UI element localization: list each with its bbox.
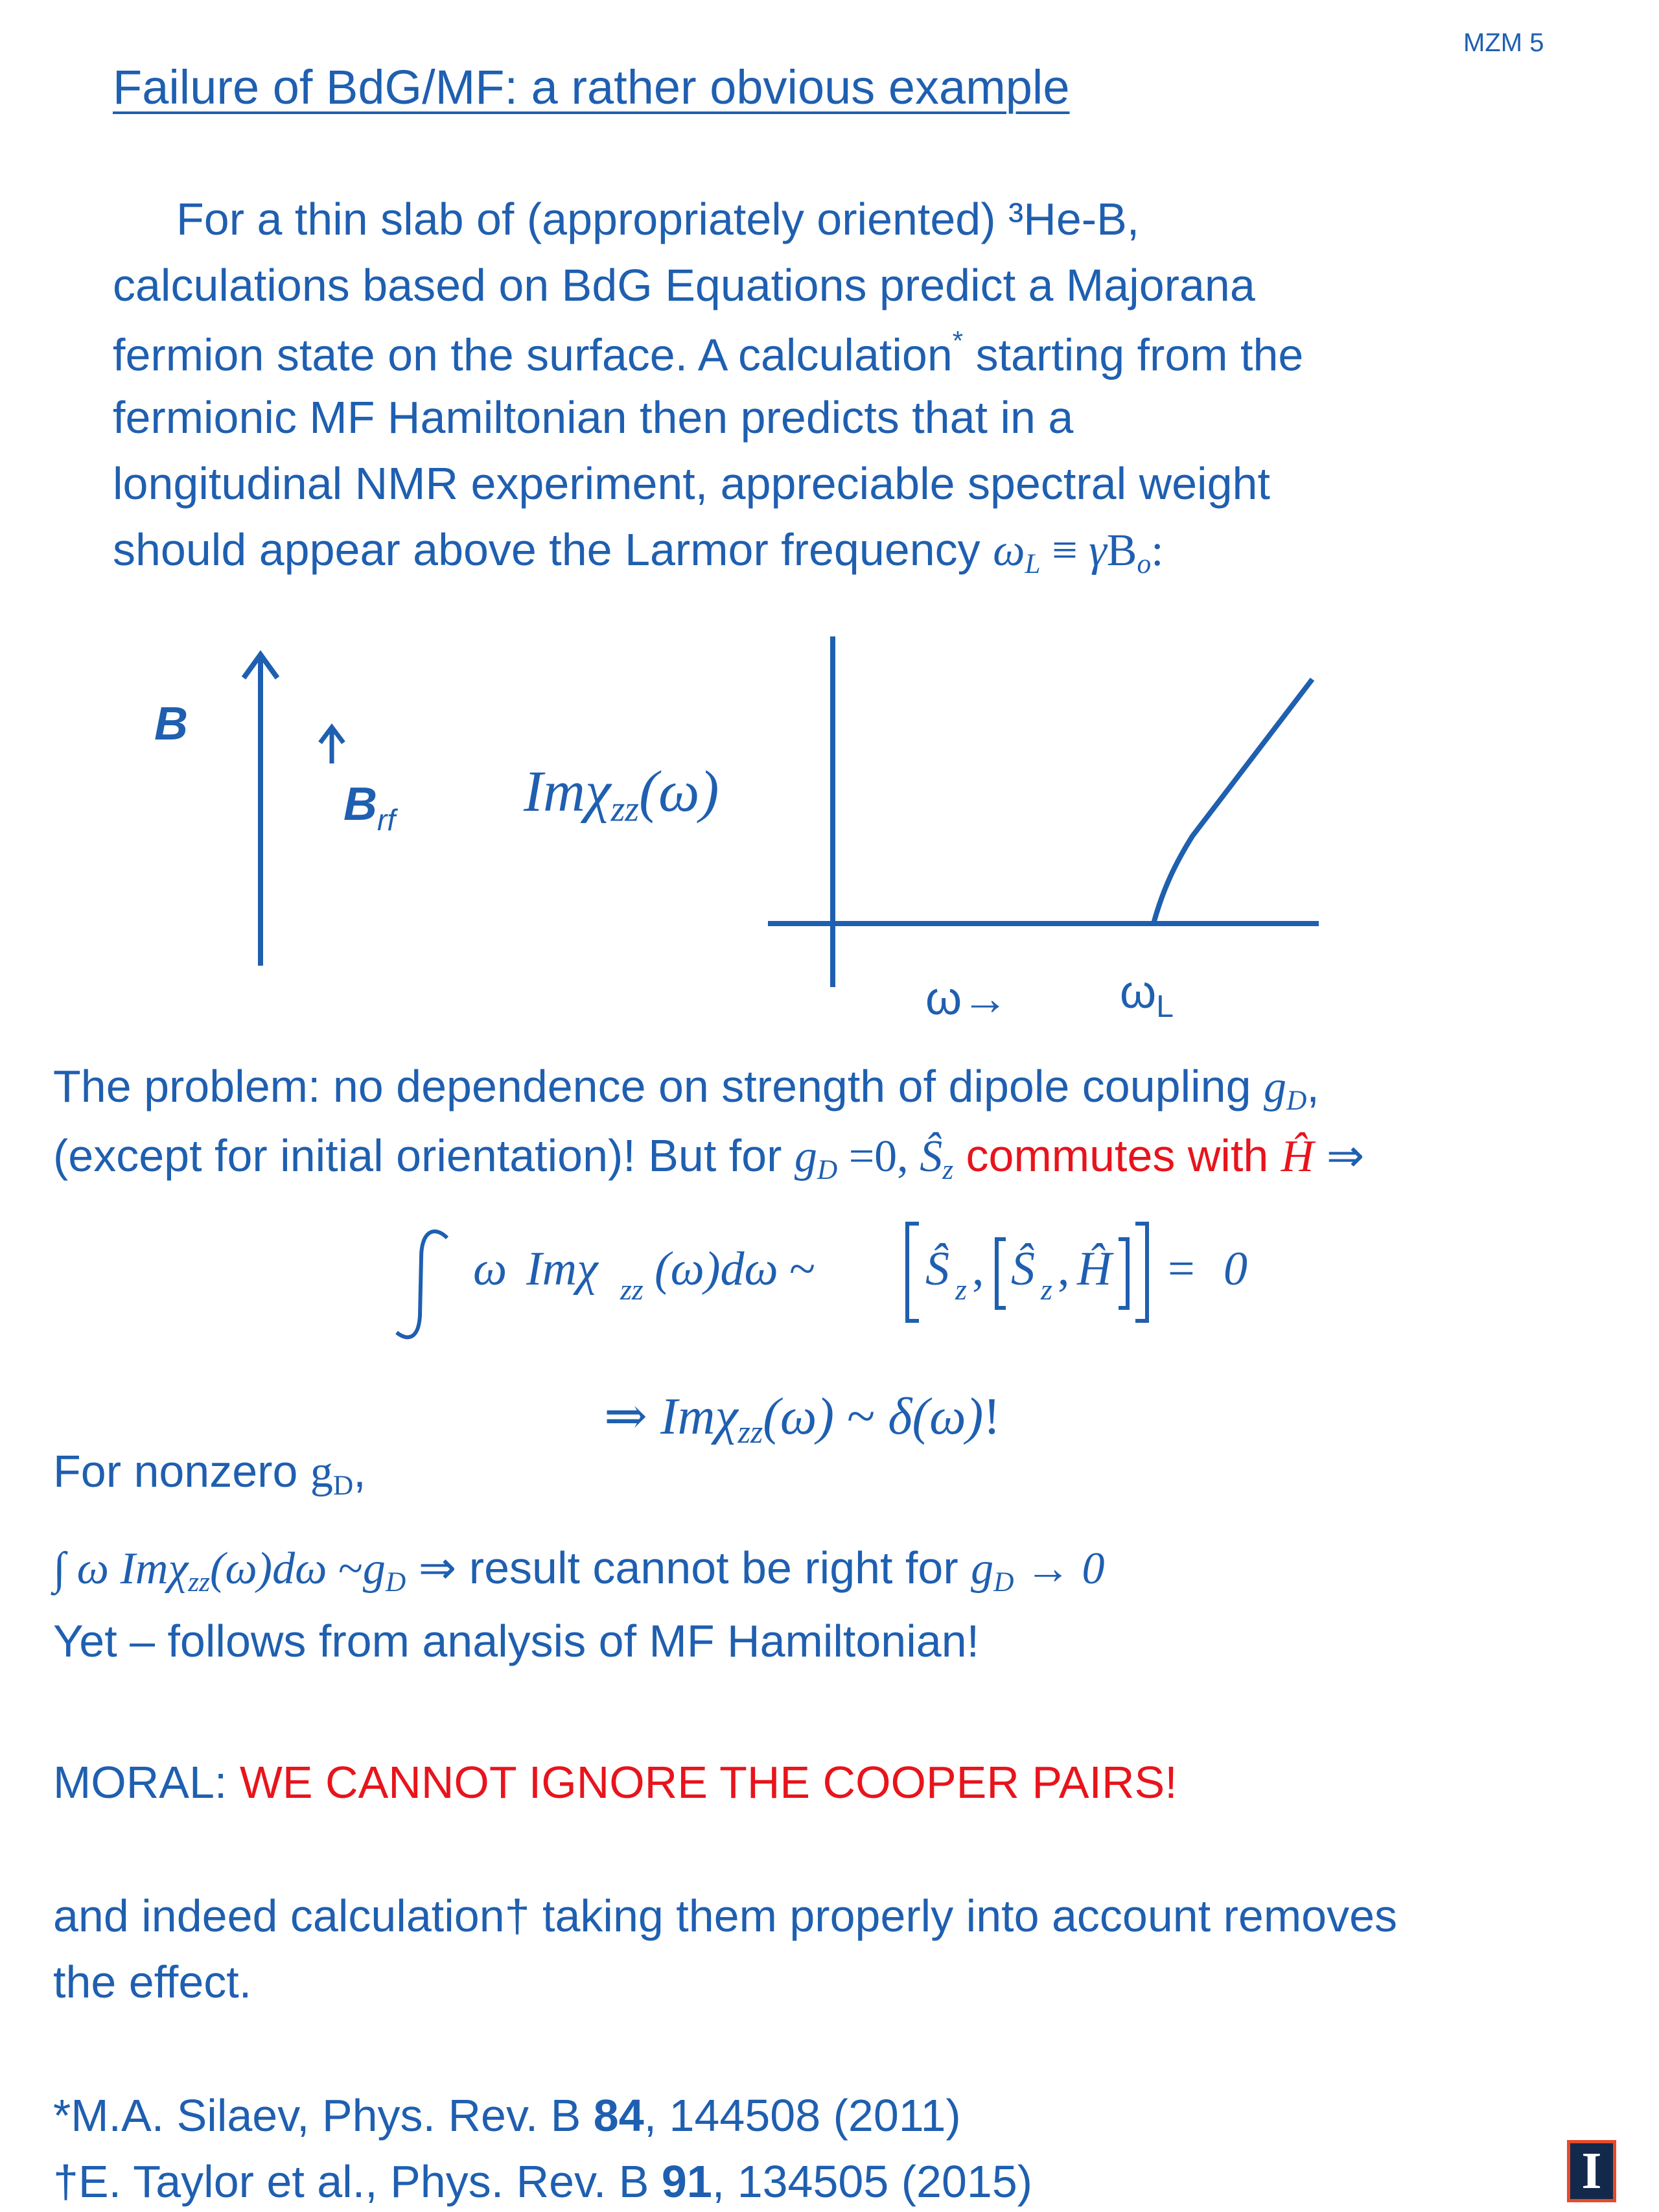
intro-line-1: For a thin slab of (appropriately oriented) ³He-B, <box>176 194 1140 244</box>
conclusion-line-2: the effect. <box>53 1957 252 2007</box>
reference-1: *M.A. Silaev, Phys. Rev. B 84, 144508 (2011) <box>53 2090 961 2141</box>
yet-line: Yet – follows from analysis of MF Hamiltonian! <box>53 1616 980 1666</box>
university-logo <box>1567 2140 1616 2202</box>
eq1-s2: Ŝ <box>1011 1242 1035 1296</box>
page-title: Failure of BdG/MF: a rather obvious example <box>113 60 1070 114</box>
nmr-figure <box>0 0 1659 1102</box>
eq1-comma1: , <box>972 1242 984 1296</box>
intro-line-6-text: should appear above the Larmor frequency <box>113 524 993 575</box>
integral-sign <box>397 1231 447 1337</box>
logo-letter: I <box>1581 2143 1602 2200</box>
eq1-z1: z <box>955 1273 967 1306</box>
brf-label-b: B <box>343 778 377 830</box>
sum-rule-equation <box>0 1218 1659 1348</box>
inner-bracket-right <box>1119 1239 1128 1308</box>
eq1-comma2: , <box>1058 1242 1070 1296</box>
brf-label-sub: rf <box>377 803 396 837</box>
intro-line-3-rest: starting from the <box>963 329 1304 380</box>
inner-bracket-left <box>997 1239 1006 1308</box>
intro-line-4: fermionic MF Hamiltonian then predicts that in a <box>113 392 1074 443</box>
eq1-equals: = <box>1168 1242 1195 1296</box>
conclusion-line-1: and indeed calculation† taking them properly into account removes <box>53 1891 1398 1941</box>
brf-label <box>343 778 395 837</box>
eq1-h: Ĥ <box>1077 1242 1112 1296</box>
eq1-zero: 0 <box>1224 1242 1247 1296</box>
eq1-tilde: ~ <box>789 1242 816 1296</box>
eq1-im: Imχ <box>526 1242 598 1296</box>
slide-number: MZM 5 <box>1463 29 1544 57</box>
eq1-z2: z <box>1041 1273 1052 1306</box>
figure-ylabel: Imχ$_{zz}$(ω) <box>524 760 719 830</box>
moral-red: WE CANNOT IGNORE THE COOPER PAIRS! <box>239 1757 1178 1808</box>
eq1-zz: zz <box>620 1273 644 1306</box>
problem-line-2: (except for initial orientation)! But for $g_D =0$, $Ŝ_z$ commutes with Ĥ ⇒ <box>53 1130 1365 1186</box>
b-field-label: B <box>154 698 188 750</box>
footnote-star: * <box>952 325 964 356</box>
larmor-formula: $\omega_L \equiv \gamma B_o$: <box>993 526 1164 580</box>
figure-xlabel: ω→ <box>925 973 1009 1025</box>
moral-line: MORAL: WE CANNOT IGNORE THE COOPER PAIRS! <box>53 1757 1178 1808</box>
delta-equation: ⇒ Imχ$_{zz}$(ω) ~ δ(ω)! <box>604 1388 1001 1450</box>
problem-line-1: The problem: no dependence on strength of dipole coupling $g_D$, <box>53 1061 1319 1117</box>
outer-bracket-left <box>907 1224 919 1321</box>
spectral-weight-curve <box>1154 679 1312 924</box>
gd-symbol: $g_D$ <box>1264 1062 1307 1117</box>
intro-line-5: longitudinal NMR experiment, appreciable spectral weight <box>113 458 1270 509</box>
eq1-s1: Ŝ <box>925 1242 949 1296</box>
outer-bracket-right <box>1135 1224 1147 1321</box>
sum-rule-line: ∫ ω Imχ$_{zz}$(ω)dω $\sim g_D$ ⇒ result cannot be right for $g_D \to 0$ <box>53 1543 1105 1598</box>
eq1-dw: (ω)dω <box>655 1242 778 1296</box>
intro-line-3-text: fermion state on the surface. A calculation <box>113 329 953 380</box>
figure-omega-l: ωL <box>1120 966 1174 1024</box>
reference-2: †E. Taylor et al., Phys. Rev. B 91, 134505 (2015) <box>53 2156 1033 2207</box>
intro-line-2: calculations based on BdG Equations predict a Majorana <box>113 260 1255 310</box>
eq1-omega: ω <box>473 1242 507 1296</box>
nonzero-line: For nonzero $g_D$, <box>53 1446 366 1502</box>
